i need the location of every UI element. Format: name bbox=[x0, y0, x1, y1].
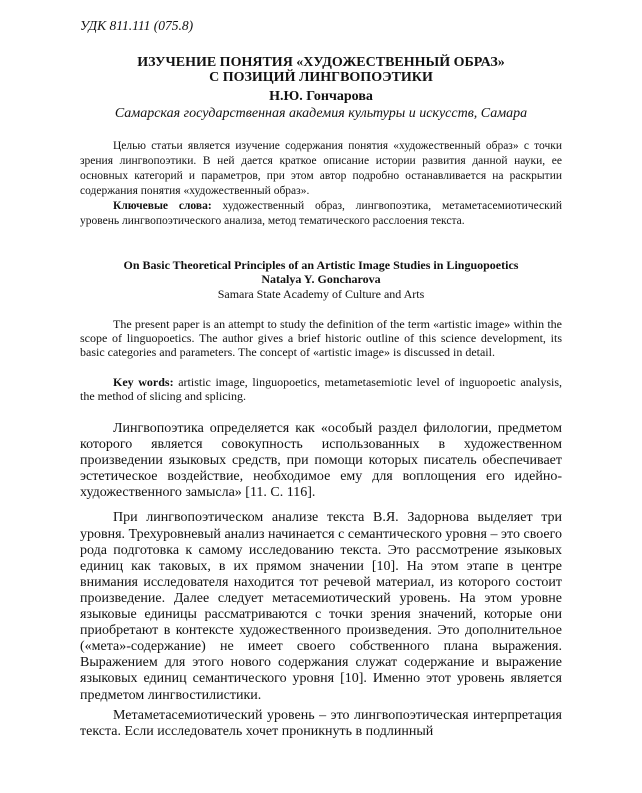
english-author: Natalya Y. Goncharova bbox=[261, 272, 381, 286]
body-paragraph-3: Метаметасемиотический уровень – это лингвопоэтическая интерпретация текста. Если исследователь хочет проникнуть в подлинный bbox=[80, 707, 562, 739]
english-title: On Basic Theoretical Principles of an Artistic Image Studies in Linguopoetics bbox=[123, 258, 519, 272]
article-title-line1: ИЗУЧЕНИЕ ПОНЯТИЯ «ХУДОЖЕСТВЕННЫЙ ОБРАЗ» bbox=[137, 55, 505, 70]
keywords-ru-paragraph bbox=[80, 199, 562, 229]
body-paragraph-2: При лингвопоэтическом анализе текста В.Я. Задорнова выделяет три уровня. Трехуровневый анализ начинается с семантического уровня – это своего рода подготовка к самому исследованию текста. Это рассмотрение языковых единиц как таковых, в их прямом значении [10]. На этом этапе в центре внимания исследователя находится тот речевой материал, из которого состоит произведение. Далее следует метасемиотический уровень. На этом уровне языковые единицы рассматриваются с точки зрения значений, которые они приобретают в контексте художественного произведения. Это дополнительное («мета»-содержание) не имеет своего собственного плана выражения. Выражением для этого нового содержания служат содержание и выражение языковых единиц семантического уровня [10]. Именно этот уровень является предметом лингвостилистики. bbox=[80, 510, 562, 703]
keywords-ru-text: художественный образ, лингвопоэтика, метаметасемиотический уровень лингвопоэтического анализа, метод тематического расслоения текста. bbox=[80, 200, 563, 227]
keywords-en-paragraph bbox=[80, 375, 562, 403]
abstract-en bbox=[80, 317, 562, 359]
article-body bbox=[80, 421, 562, 740]
abstract-ru bbox=[80, 139, 562, 199]
keywords-ru-label: Ключевые слова: bbox=[113, 200, 212, 212]
abstract-ru-text: Целью статьи является изучение содержания понятия «художественный образ» с точки зрения лингвопоэтики. В ней дается краткое описание истории развития данной науки, ее основных категорий и параметров, при этом автор подробно останавливается на раскрытии содержания понятия «художественный образ». bbox=[80, 140, 562, 197]
keywords-ru bbox=[80, 199, 562, 229]
body-paragraph-1: Лингвопоэтика определяется как «особый раздел филологии, предметом которого является совокупность использованных в художественном произведении языковых средств, при помощи которых писатель обеспечивает эстетическое воздействие, необходимое ему для воплощения его идейно-художественного замысла» [11. С. 116]. bbox=[80, 421, 562, 501]
keywords-en-label: Key words: bbox=[113, 375, 174, 389]
author-name: Н.Ю. Гончарова bbox=[269, 89, 373, 104]
abstract-en-text: The present paper is an attempt to study the definition of the term «artistic image» within the scope of linguopoetics. The author gives a brief historic outline of this science development, its basic categories and parameters. The concept of «artistic image» is discussed in detail. bbox=[80, 317, 562, 359]
keywords-en bbox=[80, 375, 562, 403]
udk-code: УДК 811.111 (075.8) bbox=[80, 18, 194, 33]
keywords-en-text: artistic image, linguopoetics, metametasemiotic level of inguopoetic analysis, the method of slicing and splicing. bbox=[80, 375, 563, 403]
english-affiliation: Samara State Academy of Culture and Arts bbox=[217, 287, 425, 301]
author-affiliation: Самарская государственная академия культуры и искусств, Самара bbox=[114, 106, 528, 121]
article-title-line2: С ПОЗИЦИЙ ЛИНГВОПОЭТИКИ bbox=[209, 70, 433, 85]
